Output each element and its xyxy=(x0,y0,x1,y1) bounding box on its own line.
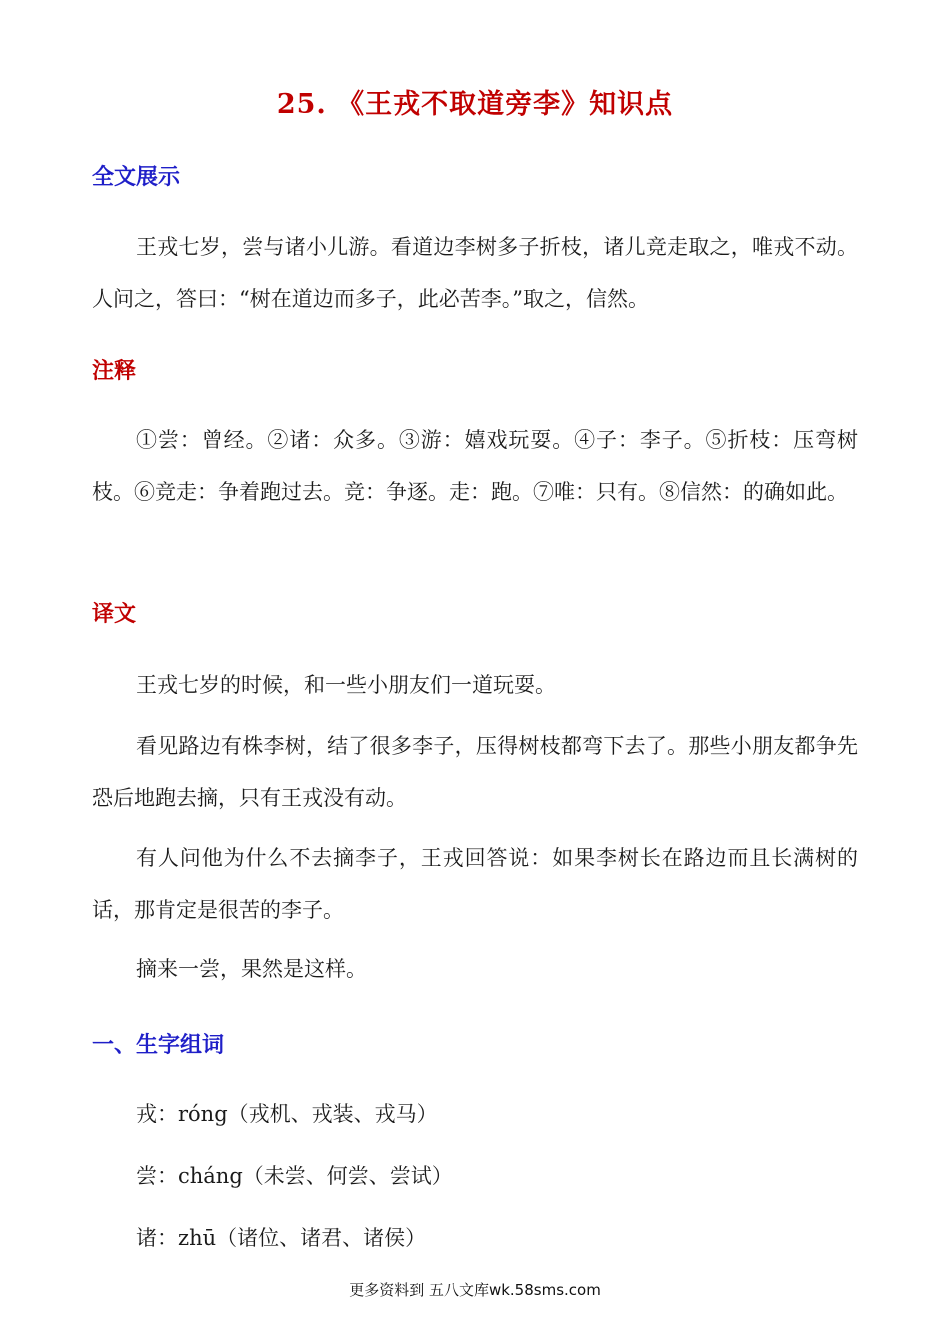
fulltext-paragraph: 王戎七岁，尝与诸小儿游。看道边李树多子折枝，诸儿竞走取之，唯戎不动。人问之，答曰：“树在道边而多子，此必苦李。”取之，信然。 xyxy=(92,235,858,311)
notes-paragraph: ①尝：曾经。②诸：众多。③游：嬉戏玩耍。④子：李子。⑤折枝：压弯树枝。⑥竞走：争着跑过去。竞：争逐。走：跑。⑦唯：只有。⑧信然：的确如此。 xyxy=(92,428,858,504)
section-heading-notes: 注释 xyxy=(92,359,137,384)
footer-text: 更多资料到 五八文库wk.58sms.com xyxy=(349,1281,601,1299)
vocab-item: 诸：zhū（诸位、诸君、诸侯） xyxy=(136,1226,427,1250)
vocab-item: 尝：cháng（未尝、何尝、尝试） xyxy=(136,1164,453,1188)
translation-paragraph: 摘来一尝，果然是这样。 xyxy=(136,957,367,981)
translation-paragraph: 看见路边有株李树，结了很多李子，压得树枝都弯下去了。那些小朋友都争先恐后地跑去摘，只有王戎没有动。 xyxy=(92,734,858,810)
translation-paragraph: 王戎七岁的时候，和一些小朋友们一道玩耍。 xyxy=(136,673,556,697)
section-heading-fulltext: 全文展示 xyxy=(92,165,181,190)
translation-paragraph: 有人问他为什么不去摘李子，王戎回答说：如果李树长在路边而且长满树的话，那肯定是很苦的李子。 xyxy=(92,846,858,922)
vocab-item: 戎：róng（戎机、戎装、戎马） xyxy=(136,1102,438,1126)
section-heading-vocab: 一、生字组词 xyxy=(92,1033,225,1058)
section-heading-translation: 译文 xyxy=(92,602,137,627)
document-title: 25. 《王戎不取道旁李》知识点 xyxy=(276,89,674,120)
